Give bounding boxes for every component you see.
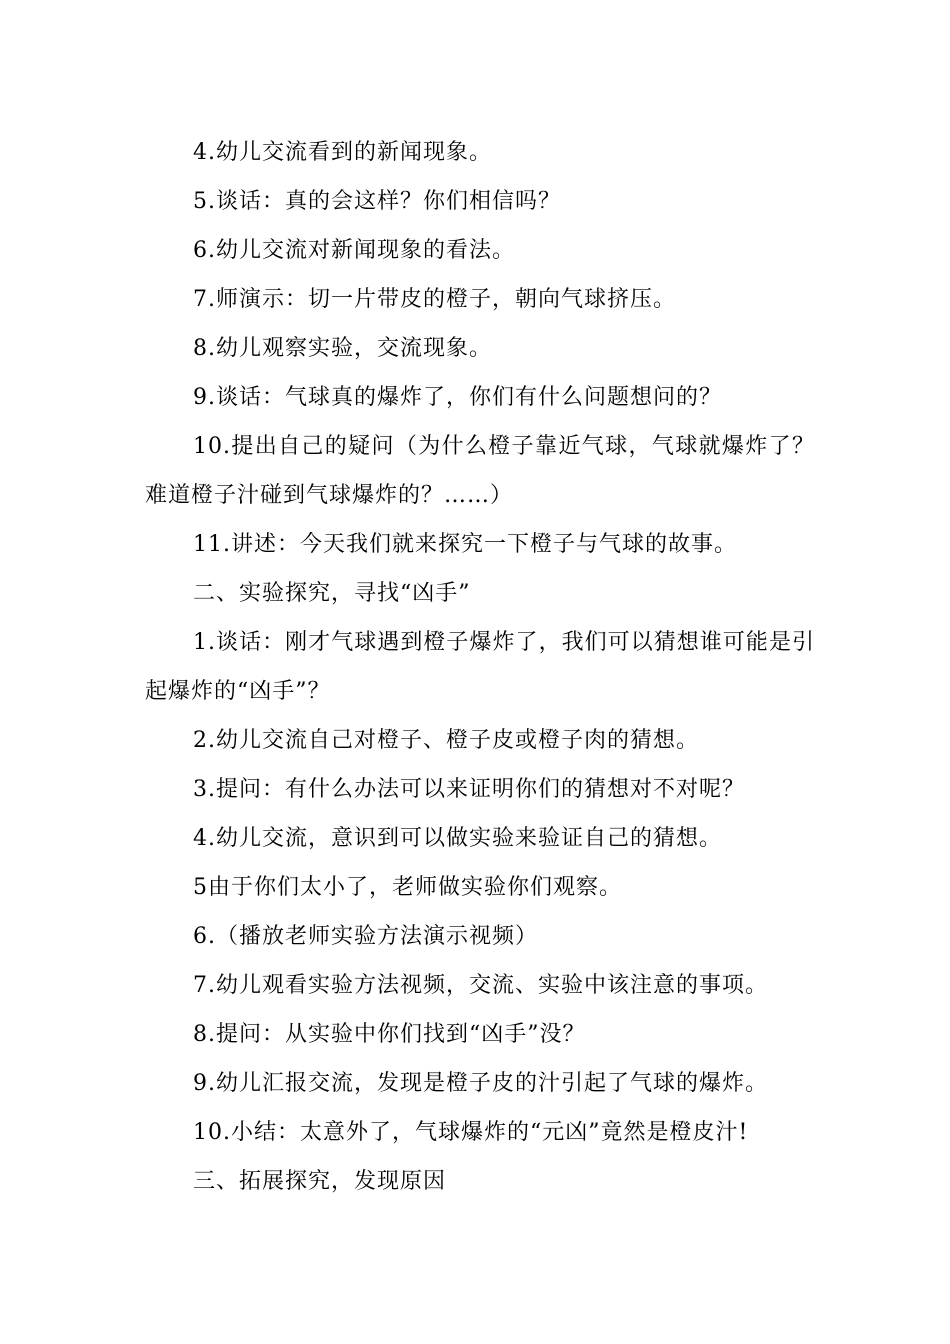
paragraph-text: 6.幼儿交流对新闻现象的看法。 bbox=[193, 238, 515, 263]
paragraph-text: 9.幼儿汇报交流，发现是橙子皮的汁引起了气球的爆炸。 bbox=[193, 1071, 768, 1096]
paragraph-text: 7.师演示：切一片带皮的橙子，朝向气球挤压。 bbox=[193, 287, 676, 312]
paragraph-item-2-4 bbox=[145, 814, 815, 863]
paragraph-item-2-3 bbox=[145, 765, 815, 814]
paragraph-text: 7.幼儿观看实验方法视频，交流、实验中该注意的事项。 bbox=[193, 973, 768, 998]
paragraph-item-2-6 bbox=[145, 912, 815, 961]
paragraph-item-6 bbox=[145, 226, 815, 275]
paragraph-text: 8.提问：从实验中你们找到“凶手”没？ bbox=[193, 1022, 586, 1047]
paragraph-text: 8.幼儿观察实验，交流现象。 bbox=[193, 336, 492, 361]
paragraph-item-11 bbox=[145, 520, 815, 569]
paragraph-text: 3.提问：有什么办法可以来证明你们的猜想对不对呢？ bbox=[193, 777, 745, 802]
paragraph-text: 5由于你们太小了，老师做实验你们观察。 bbox=[193, 875, 622, 900]
paragraph-text: 11.讲述：今天我们就来探究一下橙子与气球的故事。 bbox=[193, 532, 737, 557]
paragraph-text: 10.提出自己的疑问（为什么橙子靠近气球，气球就爆炸了？难道橙子汁碰到气球爆炸的？……） bbox=[145, 434, 815, 508]
heading-text: 二、实验探究，寻找“凶手” bbox=[193, 581, 471, 606]
paragraph-item-2-7 bbox=[145, 961, 815, 1010]
paragraph-item-9 bbox=[145, 373, 815, 422]
paragraph-text: 10.小结：太意外了，气球爆炸的“元凶”竟然是橙皮汁! bbox=[193, 1120, 749, 1145]
paragraph-text: 6.（播放老师实验方法演示视频） bbox=[193, 924, 538, 949]
paragraph-item-2-8 bbox=[145, 1010, 815, 1059]
paragraph-text: 1.谈话：刚才气球遇到橙子爆炸了，我们可以猜想谁可能是引起爆炸的“凶手”？ bbox=[145, 630, 815, 704]
paragraph-item-2-2 bbox=[145, 716, 815, 765]
paragraph-item-7 bbox=[145, 275, 815, 324]
paragraph-item-8 bbox=[145, 324, 815, 373]
paragraph-item-10 bbox=[145, 422, 815, 520]
paragraph-text: 2.幼儿交流自己对橙子、橙子皮或橙子肉的猜想。 bbox=[193, 728, 699, 753]
paragraph-item-2-10 bbox=[145, 1108, 815, 1157]
section-heading-2 bbox=[145, 569, 815, 618]
paragraph-item-2-1 bbox=[145, 618, 815, 716]
paragraph-item-2-9 bbox=[145, 1059, 815, 1108]
paragraph-text: 4.幼儿交流，意识到可以做实验来验证自己的猜想。 bbox=[193, 826, 722, 851]
paragraph-item-2-5 bbox=[145, 863, 815, 912]
section-heading-3 bbox=[145, 1157, 815, 1206]
paragraph-text: 9.谈话：气球真的爆炸了，你们有什么问题想问的？ bbox=[193, 385, 722, 410]
paragraph-text: 4.幼儿交流看到的新闻现象。 bbox=[193, 140, 492, 165]
paragraph-item-5 bbox=[145, 177, 815, 226]
heading-text: 三、拓展探究，发现原因 bbox=[193, 1169, 447, 1194]
paragraph-item-4 bbox=[145, 128, 815, 177]
paragraph-text: 5.谈话：真的会这样？你们相信吗？ bbox=[193, 189, 561, 214]
